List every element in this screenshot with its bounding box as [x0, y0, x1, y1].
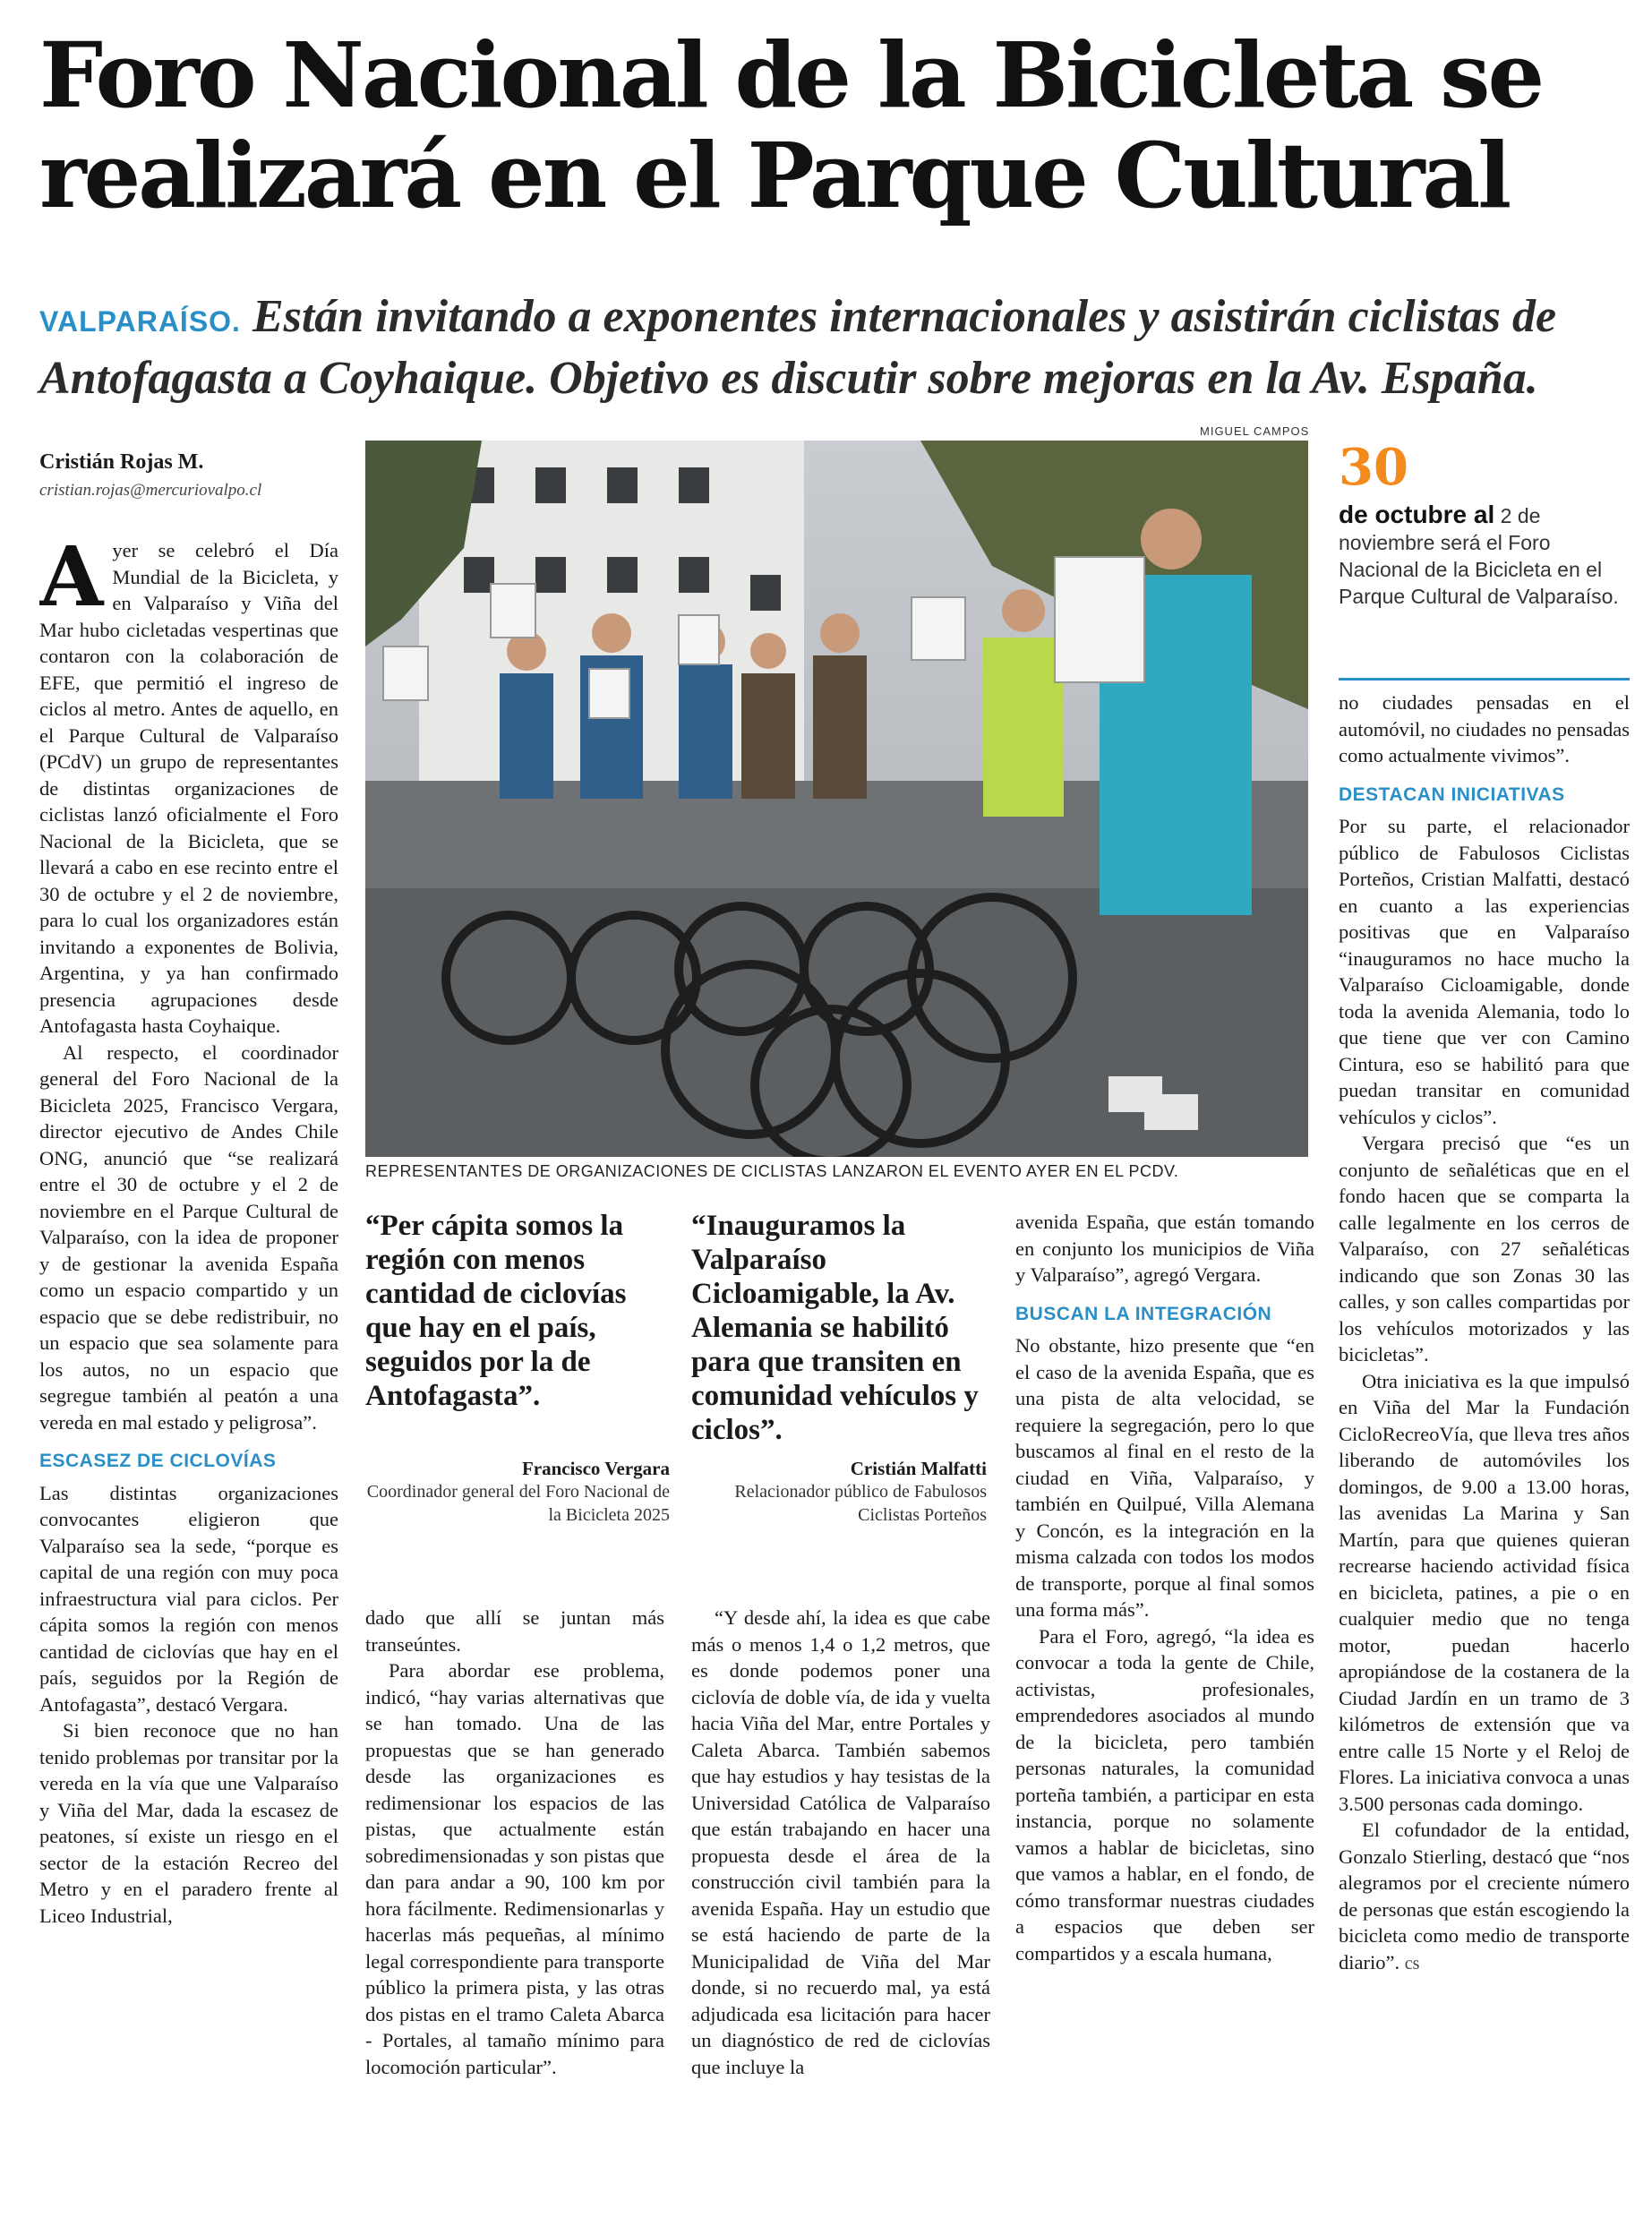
col5-paragraph-2: Por su parte, el relacionador público de Fabulosos Ciclistas Porteños, Cristian Malfatti, destacó en cuanto a las experiencias positivas que en Valparaíso “inauguramos no hace mucho la Valparaíso Cicloamigable, donde toda la avenida Alemania, todo lo que tiene que ver con Camino Cintura, eso se habilitó para que puedan transitar en comunidad vehículos y ciclos”. — [1339, 815, 1630, 1128]
deck-text: Están invitando a exponentes internacionales y asistirán ciclistas de Antofagasta a Coyhaique. Objetivo es discutir sobre mejoras en la Av. España. — [39, 291, 1557, 404]
pull-quote-1-role: Coordinador general del Foro Nacional de la Bicicleta 2025 — [366, 1482, 670, 1525]
article-photo — [365, 441, 1308, 1157]
headline: Foro Nacional de la Bicicleta se realizará en el Parque Cultural — [39, 22, 1543, 228]
pull-quote-2-name: Cristián Malfatti — [850, 1458, 987, 1479]
article-column-5 — [1339, 689, 1630, 2208]
subhead-integracion: BUSCAN LA INTEGRACIÓN — [1015, 1303, 1272, 1324]
cyclists-photo-illustration — [365, 441, 1308, 1157]
deck — [39, 288, 1633, 407]
col1-paragraph-4: Si bien reconoce que no han tenido problemas por transitar por la vereda en la vía que une Valparaíso y Viña del Mar, dada la escasez de peatones, sí existe un riesgo en el sector de la estación Recreo del Metro y en el paradero frente al Liceo Industrial, — [39, 1719, 338, 1927]
subhead-escasez: ESCASEZ DE CICLOVÍAS — [39, 1451, 277, 1471]
byline-email[interactable]: cristian.rojas@mercuriovalpo.cl — [39, 481, 262, 500]
byline-name: Cristián Rojas M. — [39, 450, 204, 474]
sidebar-number: 30 — [1339, 438, 1408, 497]
article-column-4 — [1015, 1209, 1314, 2208]
sidebar-fact — [1339, 501, 1625, 610]
subhead-iniciativas: DESTACAN INICIATIVAS — [1339, 783, 1565, 805]
photo-credit: MIGUEL CAMPOS — [1200, 424, 1310, 438]
col5-paragraph-3: Vergara precisó que “es un conjunto de señaléticas que en el fondo hacen que se comparta la calle legalmente en los cerros de Valparaíso, con 27 señaléticas indicando que son Zonas 30 las calles, y son calles compartidas por los vehículos motorizados y las bicicletas”. — [1339, 1132, 1630, 1366]
pull-quote-2 — [691, 1209, 987, 1527]
article-column-3 — [691, 1605, 990, 2208]
end-mark: cs — [1404, 1953, 1420, 1973]
deck-kicker: VALPARAÍSO. — [39, 305, 241, 338]
col1-paragraph-2: Al respecto, el coordinador general del Foro Nacional de la Bicicleta 2025, Francisco Vergara, director ejecutivo de Andes Chile ONG, anunció que “se realizará entre el 30 de octubre y el 2 de noviembre en el Parque Cultural de Valparaíso, con la idea de proponer y de gestionar la avenida España como un espacio compartido y un espacio que se debe redistribuir, no un espacio que sea solamente para los autos, no un espacio que segregue también al peatón a una vereda en mal estado y peligrosa”. — [39, 1040, 338, 1434]
sidebar-lead: de octubre al — [1339, 501, 1495, 528]
photo-caption: REPRESENTANTES DE ORGANIZACIONES DE CICLISTAS LANZARON EL EVENTO AYER EN EL PCDV. — [365, 1162, 1179, 1180]
article-column-2 — [365, 1605, 664, 2208]
col5-paragraph-4: Otra iniciativa es la que impulsó en Viña del Mar la Fundación CicloRecreoVía, que lleva tres años liberando de automóviles los domingos, de 9.00 a 13.00 horas, las avenidas La Marina y San Martín, para que quienes quieran recrearse haciendo actividad física en bicicleta, patines, a pie o en cualquier medio que no tenga motor, puedan hacerlo apropiándose de la costanera de la Ciudad Jardín en un tramo de 3 kilómetros de extensión que va entre calle 15 Norte y el Reloj de Flores. La iniciativa convoca a unas 3.500 personas cada domingo. — [1339, 1369, 1630, 1815]
pull-quote-2-role: Relacionador público de Fabulosos Ciclistas Porteños — [734, 1482, 987, 1525]
col4-paragraph-2: No obstante, hizo presente que “en el caso de la avenida España, que es una pista de alta velocidad, se requiere la segregación, pero lo que buscamos al final en el resto de la ciudad en Viña, Valparaíso, y también en Quilpué, Villa Alemana y Concón, es la integración en la misma calzada con todos los modos de transporte, porque al final somos una forma más”. — [1015, 1334, 1314, 1621]
col5-paragraph-5: El cofundador de la entidad, Gonzalo Stierling, destacó que “nos alegramos por el creciente número de personas que están escogiendo la bicicleta como medio de transporte diario”. — [1339, 1819, 1630, 1973]
drop-cap: A — [39, 537, 104, 625]
col2-paragraph-1: dado que allí se juntan más transeúntes. — [365, 1606, 664, 1656]
pull-quote-1 — [365, 1209, 670, 1527]
col4-paragraph-1: avenida España, que están tomando en conjunto los municipios de Viña y Valparaíso”, agregó Vergara. — [1015, 1211, 1314, 1286]
pull-quote-2-text: “Inauguramos la Valparaíso Cicloamigable, la Av. Alemania se habilitó para que transiten en comunidad vehículos y ciclos”. — [691, 1210, 979, 1446]
col1-paragraph-3: Las distintas organizaciones convocantes eligieron que Valparaíso sea la sede, “porque es capital de una región con muy poca infraestructura vial para ciclos. Per cápita somos la región con menos cantidad de ciclovías que hay en el país, seguidos por la Región de Antofagasta”, destacó Vergara. — [39, 1481, 338, 1716]
article-column-1 — [39, 537, 338, 2208]
sidebar-divider — [1339, 678, 1630, 681]
col4-paragraph-3: Para el Foro, agregó, “la idea es convocar a toda la gente de Chile, activistas, profesionales, emprendedores asociados al mundo de la bicicleta, pero también personas naturales, la comunidad porteña también, a participar en esta instancia, porque no solamente vamos a hablar de bicicletas, sino que vamos a hablar, en el fondo, de cómo transformar nuestras ciudades a espacios que deben ser compartidos y a escala humana, — [1015, 1624, 1314, 1965]
col1-paragraph-1: yer se celebró el Día Mundial de la Bicicleta, y en Valparaíso y Viña del Mar hubo cicletadas vespertinas que contaron con la colaboración de EFE, que permitió el ingreso de ciclos al metro. Antes de aquello, en el Parque Cultural de Valparaíso (PCdV) un grupo de representantes de distintas organizaciones de ciclistas lanzó oficialmente el Foro Nacional de la Bicicleta, que se llevará a cabo en ese recinto entre el 30 de octubre y el 2 de noviembre, para lo cual los organizadores están invitando a exponentes de Bolivia, Argentina, y ya han confirmado presencia agrupaciones desde Antofagasta hasta Coyhaique. — [39, 539, 338, 1037]
pull-quote-1-name: Francisco Vergara — [521, 1458, 670, 1479]
pull-quote-1-text: “Per cápita somos la región con menos cantidad de ciclovías que hay en el país, seguidos por la de Antofagasta”. — [365, 1210, 627, 1412]
col2-paragraph-2: Para abordar ese problema, indicó, “hay varias alternativas que se han tomado. Una de las propuestas que se han generado desde las organizaciones es redimensionar los espacios de las pistas, que actualmente están sobredimensionadas y son pistas que dan para andar a 90, 100 km por hora fácilmente. Redimensionarlas y hacerlas más pequeñas, al mínimo legal correspondiente para transporte público la primera pista, y las otras dos pistas en el tramo Caleta Abarca - Portales, al tamaño mínimo para locomoción particular”. — [365, 1659, 664, 2078]
col5-paragraph-1: no ciudades pensadas en el automóvil, no ciudades no pensadas como actualmente vivimos”. — [1339, 691, 1630, 766]
col3-paragraph-1: “Y desde ahí, la idea es que cabe más o menos 1,4 o 1,2 metros, que es donde podemos poner una ciclovía de doble vía, de ida y vuelta hacia Viña del Mar, entre Portales y Caleta Abarca. También sabemos que hay estudios y hay tesistas de la Universidad Católica de Valparaíso que están trabajando en hacer una propuesta desde el área de la construcción civil también para la avenida España. Hay un estudio que se está haciendo de parte de la Municipalidad de Viña del Mar donde, si no recuerdo mal, ya está adjudicada esa licitación para hacer un diagnóstico de red de ciclovías que incluye la — [691, 1606, 990, 2078]
sidebar-text: 2 de noviembre será el Foro Nacional de la Bicicleta en el Parque Cultural de Valparaíso. — [1339, 504, 1619, 608]
